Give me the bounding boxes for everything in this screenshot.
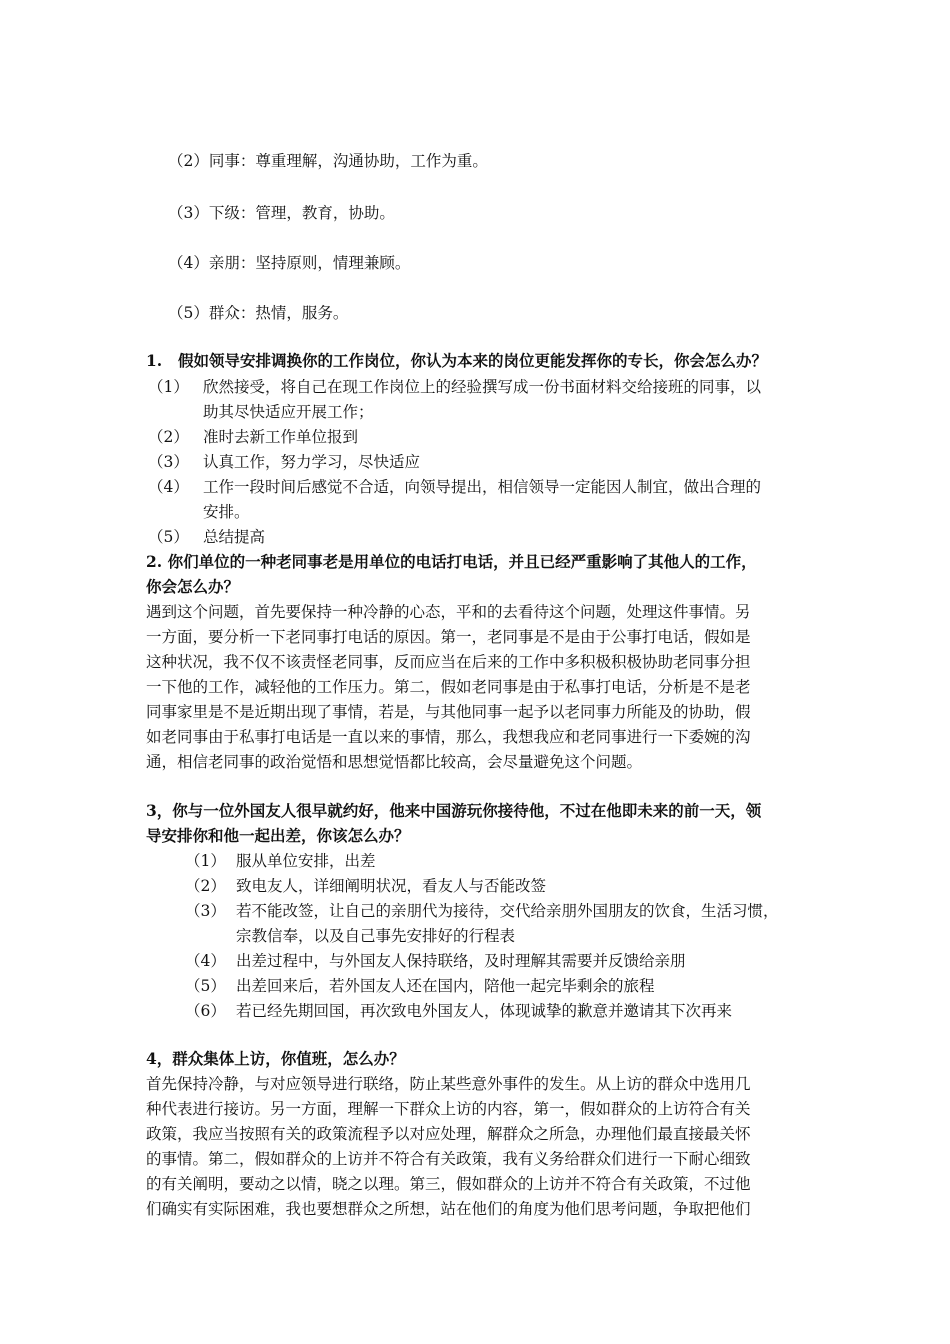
q3-item-number: （4）: [185, 952, 226, 970]
intro-item: （2）同事：尊重理解，沟通协助，工作为重。: [168, 152, 488, 170]
intro-item: （3）下级：管理，教育，协助。: [168, 204, 395, 222]
q3-item-line: 宗教信奉，以及自己事先安排好的行程表: [236, 927, 516, 945]
q2-body-line: 同事家里是不是近期出现了事情，若是，与其他同事一起予以老同事力所能及的协助，假: [146, 703, 751, 721]
q2-body-line: 一方面，要分析一下老同事打电话的原因。第一，老同事是不是由于公事打电话，假如是: [146, 628, 751, 646]
q3-title-line: 3，你与一位外国友人很早就约好，他来中国游玩你接待他，不过在他即未来的前一天，领: [146, 801, 762, 820]
q3-item-line: 致电友人，详细阐明状况，看友人与否能改签: [236, 877, 547, 895]
q2-body-line: 这种状况，我不仅不该责怪老同事，反而应当在后来的工作中多积极积极协助老同事分担: [146, 653, 751, 671]
q1-item-line: 安排。: [203, 503, 250, 521]
q1-item-number: （4）: [148, 478, 189, 496]
q3-item-number: （3）: [185, 902, 226, 920]
q1-number: 1.: [146, 351, 163, 370]
q1-item-line: 准时去新工作单位报到: [203, 428, 359, 446]
q3-item-line: 服从单位安排，出差: [236, 852, 376, 870]
q1-item-line: 认真工作，努力学习，尽快适应: [203, 453, 421, 471]
q3-title-line: 导安排你和他一起出差，你该怎么办？: [146, 826, 410, 845]
q1-item-number: （5）: [148, 528, 189, 546]
q4-title: 4，群众集体上访，你值班，怎么办？: [146, 1049, 405, 1068]
q4-body-line: 种代表进行接访。另一方面，理解一下群众上访的内容，第一，假如群众的上访符合有关: [146, 1100, 751, 1118]
q2-body-line: 一下他的工作，减轻他的工作压力。第二，假如老同事是由于私事打电话，分析是不是老: [146, 678, 751, 696]
q4-body-line: 的事情。第二，假如群众的上访并不符合有关政策，我有义务给群众们进行一下耐心细致: [146, 1150, 751, 1168]
q3-item-number: （5）: [185, 977, 226, 995]
q3-item-number: （2）: [185, 877, 226, 895]
q4-body-line: 们确实有实际困难，我也要想群众之所想，站在他们的角度为他们思考问题，争取把他们: [146, 1200, 751, 1218]
q4-body-line: 的有关阐明，要动之以情，晓之以理。第三，假如群众的上访并不符合有关政策，不过他: [146, 1175, 751, 1193]
q2-body-line: 如老同事由于私事打电话是一直以来的事情，那么，我想我应和老同事进行一下委婉的沟: [146, 728, 751, 746]
q3-item-line: 若不能改签，让自己的亲朋代为接待，交代给亲朋外国朋友的饮食，生活习惯，: [236, 902, 779, 920]
intro-item: （4）亲朋：坚持原则，情理兼顾。: [168, 254, 411, 272]
q1-item-line: 欣然接受，将自己在现工作岗位上的经验撰写成一份书面材料交给接班的同事，以: [203, 378, 762, 396]
q3-item-number: （1）: [185, 852, 226, 870]
q1-item-line: 总结提高: [203, 528, 266, 546]
q1-item-number: （2）: [148, 428, 189, 446]
q2-title-line: 你会怎么办？: [146, 577, 240, 596]
q1-item-number: （1）: [148, 378, 189, 396]
q3-item-number: （6）: [185, 1002, 226, 1020]
q3-item-line: 出差回来后，若外国友人还在国内，陪他一起完毕剩余的旅程: [236, 977, 655, 995]
q1-item-number: （3）: [148, 453, 189, 471]
q2-body-line: 通，相信老同事的政治觉悟和思想觉悟都比较高，会尽量避免这个问题。: [146, 753, 643, 771]
q4-body-line: 政策，我应当按照有关的政策流程予以对应处理，解群众之所急，办理他们最直接最关怀: [146, 1125, 751, 1143]
q3-item-line: 若已经先期回国，再次致电外国友人，体现诚挚的歉意并邀请其下次再来: [236, 1002, 733, 1020]
q2-title-line: 2. 你们单位的一种老同事老是用单位的电话打电话，并且已经严重影响了其他人的工作，: [146, 552, 757, 571]
q4-body-line: 首先保持冷静，与对应领导进行联络，防止某些意外事件的发生。从上访的群众中选用几: [146, 1075, 751, 1093]
q2-body-line: 遇到这个问题，首先要保持一种冷静的心态，平和的去看待这个问题，处理这件事情。另: [146, 603, 751, 621]
q1-title: 假如领导安排调换你的工作岗位，你认为本来的岗位更能发挥你的专长，你会怎么办？: [178, 351, 768, 370]
q1-item-line: 工作一段时间后感觉不合适，向领导提出，相信领导一定能因人制宜，做出合理的: [203, 478, 762, 496]
intro-item: （5）群众：热情，服务。: [168, 304, 349, 322]
q1-item-line: 助其尽快适应开展工作；: [203, 403, 374, 421]
q3-item-line: 出差过程中，与外国友人保持联络，及时理解其需要并反馈给亲朋: [236, 952, 686, 970]
